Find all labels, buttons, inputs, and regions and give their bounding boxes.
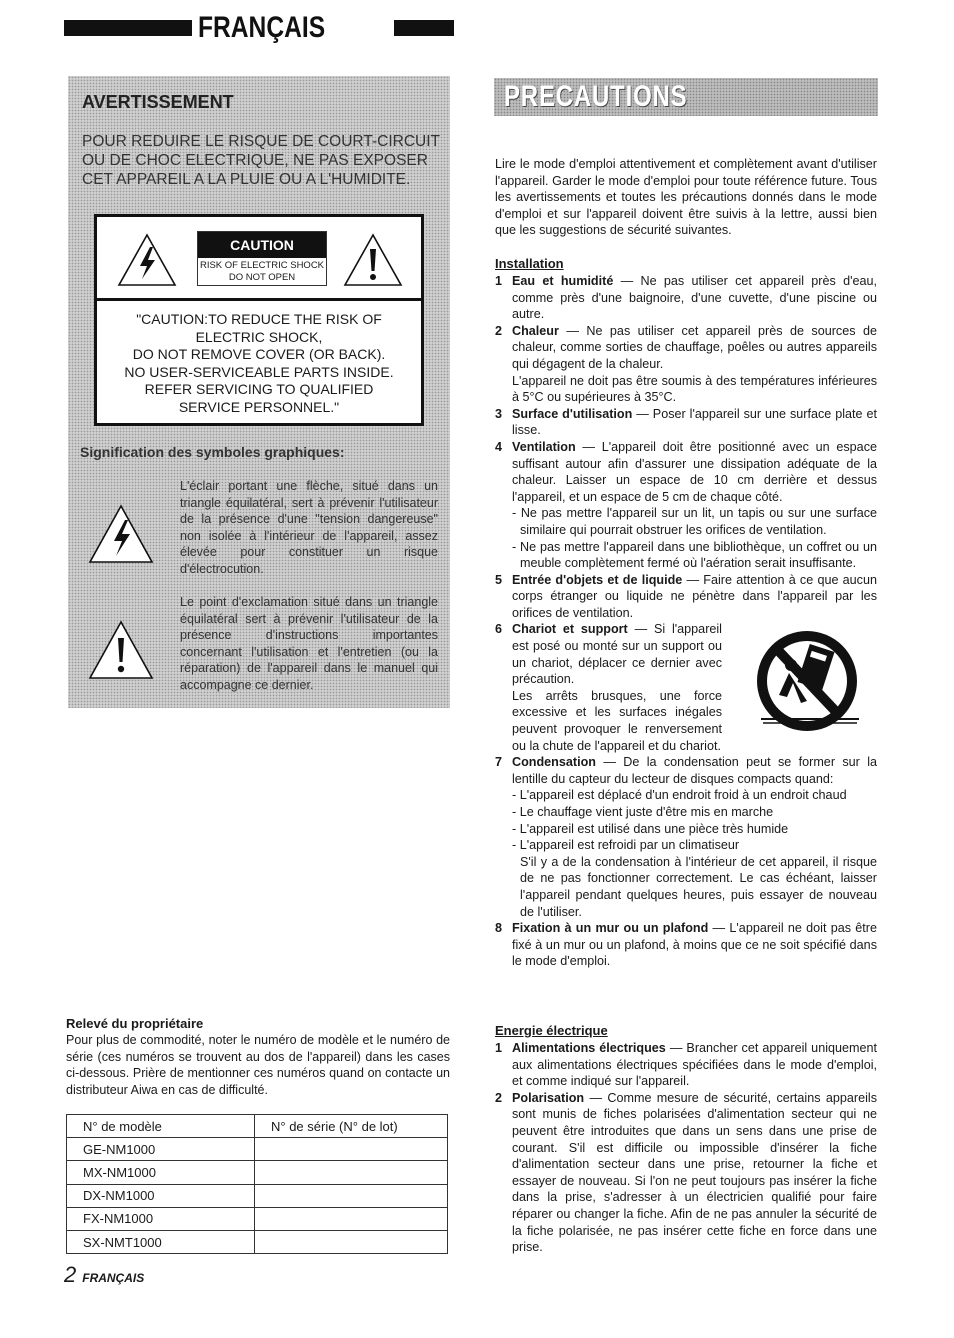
- serial-cell: [255, 1207, 448, 1230]
- header-bar-left: [64, 20, 192, 36]
- list-item: [495, 572, 877, 622]
- list-item: [495, 1090, 877, 1256]
- serial-cell: [255, 1230, 448, 1253]
- item-number: 5: [495, 572, 503, 587]
- model-cell: FX-NM1000: [67, 1207, 255, 1230]
- item-text: — Brancher cet appareil uniquement aux alimentations électriques spécifiées dans le mode d'emploi, et comme indiqué sur l'appareil.: [512, 1041, 878, 1089]
- item-heading: Chariot et support: [512, 622, 628, 637]
- item-number: 8: [495, 921, 503, 936]
- caution-line: SERVICE PERSONNEL.": [178, 398, 340, 415]
- page-number: 2: [64, 1262, 77, 1287]
- serial-cell: [255, 1138, 448, 1161]
- caution-label: [197, 231, 327, 286]
- list-item: [495, 439, 877, 572]
- caution-line: NO USER-SERVICEABLE PARTS INSIDE.: [124, 363, 394, 380]
- serial-cell: [255, 1184, 448, 1207]
- warning-panel: [68, 76, 450, 708]
- precautions-title: PRECAUTIONS: [504, 80, 688, 113]
- cart-warning-icon: [749, 623, 875, 745]
- item-text: — Poser l'appareil sur une surface plate et lisse.: [512, 406, 877, 438]
- item-number: 3: [495, 406, 503, 421]
- lightning-symbol-icon: [88, 504, 154, 564]
- item-text: — Faire attention à ce que aucun corps étranger ou liquide ne pénètre dans l'appareil par les orifices de ventilation.: [512, 572, 877, 620]
- item-number: 1: [495, 1041, 503, 1055]
- table-row: [67, 1184, 448, 1207]
- installation-title: Installation: [495, 256, 564, 271]
- table-row: [67, 1115, 448, 1138]
- item-heading: Polarisation: [512, 1090, 585, 1105]
- symbol-lightning-text: L'éclair portant une flèche, situé dans un triangle équilatéral, sert à prévenir l'utilisateur de la présence d'une "tension dangereuse" non isolée à l'intérieur de l'appareil, assez élevée pour constituer un risque d'électrocution.: [180, 479, 438, 576]
- caution-symbols-row: [97, 217, 421, 301]
- item-number: 1: [495, 274, 503, 288]
- caution-label-sub1: RISK OF ELECTRIC SHOCK: [199, 260, 325, 271]
- exclamation-triangle-icon: [343, 233, 403, 287]
- symbols-title: Signification des symboles graphiques:: [80, 444, 345, 460]
- table-row: [67, 1161, 448, 1184]
- precautions-header: [494, 78, 878, 116]
- item-text: — Si l'appareil est posé ou monté sur un support ou un chariot, déplacer ce dernier avec précaution.: [512, 622, 722, 687]
- item-text: Les arrêts brusques, une force excessive et les surfaces inégales peuvent provoquer le renversement ou la chute de l'appareil et du chariot.: [512, 688, 722, 753]
- record-title: Relevé du propriétaire: [66, 1016, 204, 1031]
- item-subpoint: - L'appareil est refroidi par un climatiseur: [512, 838, 740, 853]
- precautions-intro: Lire le mode d'emploi attentivement et complètement avant d'utiliser l'appareil. Garder le mode d'emploi pour toute référence future. Tous les avertissements et toutes les précautions donnés dans le mode d'emploi et sur l'appareil doivent être suivis à la lettre, aussi bien que les suggestions de sécurité suivantes.: [495, 157, 877, 238]
- table-row: [67, 1207, 448, 1230]
- item-subpoint: - Ne pas mettre l'appareil dans une bibliothèque, un coffret ou un meuble complètement fermé où l'aération serait insuffisante.: [512, 539, 877, 571]
- item-heading: Eau et humidité: [512, 274, 614, 288]
- item-heading: Fixation à un mur ou un plafond: [512, 921, 709, 936]
- item-number: 6: [495, 622, 503, 637]
- caution-label-sub2: DO NOT OPEN: [228, 272, 296, 283]
- exclamation-symbol-icon: [88, 620, 154, 680]
- item-subpoint: - L'appareil est déplacé d'un endroit froid à un endroit chaud: [512, 788, 847, 803]
- item-number: 2: [495, 323, 503, 338]
- item-heading: Entrée d'objets et de liquide: [512, 572, 683, 587]
- model-cell: DX-NM1000: [67, 1184, 255, 1207]
- list-item: [495, 920, 877, 970]
- model-cell: GE-NM1000: [67, 1138, 255, 1161]
- list-item: [495, 406, 877, 439]
- caution-line: REFER SERVICING TO QUALIFIED: [144, 381, 374, 397]
- item-heading: Chaleur: [512, 323, 559, 338]
- caution-line: ELECTRIC SHOCK,: [195, 328, 323, 345]
- serial-cell: [255, 1161, 448, 1184]
- item-subpoint: - L'appareil est utilisé dans une pièce très humide: [512, 821, 789, 836]
- item-text: — L'appareil ne doit pas être fixé à un mur ou un plafond, à moins que ce ne soit spécifié dans le mode d'emploi.: [512, 921, 877, 969]
- record-text: Pour plus de commodité, noter le numéro de modèle et le numéro de série (ces numéros se trouvent au dos de l'appareil) dans les cases ci-dessous. Prière de mentionner ces numéros quand on contacte un distributeur Aiwa en cas de difficulté.: [66, 1033, 450, 1097]
- item-subpoint: - Le chauffage vient juste d'être mis en marche: [512, 805, 774, 819]
- list-item: [495, 754, 877, 920]
- item-heading: Alimentations électriques: [512, 1041, 666, 1055]
- energy-list: [495, 1040, 877, 1256]
- footer-language: FRANÇAIS: [82, 1271, 145, 1285]
- warning-message: POUR REDUIRE LE RISQUE DE COURT-CIRCUIT OU DE CHOC ELECTRIQUE, NE PAS EXPOSER CET APPAREIL A LA PLUIE OU A L'HUMIDITE.: [82, 133, 440, 188]
- item-number: 7: [495, 755, 503, 770]
- table-row: [67, 1230, 448, 1253]
- record-table: [66, 1114, 448, 1254]
- warning-title: AVERTISSEMENT: [82, 92, 234, 112]
- page-header: [64, 11, 454, 44]
- installation-list: [495, 273, 877, 970]
- table-header-model: N° de modèle: [67, 1115, 255, 1138]
- item-subpoint: - Ne pas mettre l'appareil sur un lit, un tapis ou sur une surface similaire qui pourrait obstruer les orifices de ventilation.: [512, 506, 877, 537]
- table-row: [67, 1138, 448, 1161]
- caution-line: DO NOT REMOVE COVER (OR BACK).: [132, 346, 386, 362]
- page-footer: [64, 1262, 144, 1288]
- header-bar-right: [394, 20, 454, 36]
- table-header-serial: N° de série (N° de lot): [255, 1115, 448, 1138]
- caution-line: "CAUTION:TO REDUCE THE RISK OF: [136, 311, 382, 327]
- list-item: [495, 273, 877, 323]
- item-text: — L'appareil doit être positionné avec un espace suffisant autour afin d'assurer une dissipation adéquate de la chaleur. Laisser un espace de 10 cm derrière et dessus l'appareil, et un espace de 5 cm de chaque côté.: [512, 439, 877, 504]
- item-heading: Surface d'utilisation: [512, 406, 633, 421]
- item-text: S'il y a de la condensation à l'intérieur de cet appareil, il risque de ne pas fonctionner correctement. Le cas échéant, laisser l'appareil pendant quelques heures, puis essayer de nouveau de l'utiliser.: [520, 854, 877, 919]
- item-heading: Ventilation: [512, 439, 576, 454]
- caution-text: [97, 311, 421, 416]
- symbol-exclamation-text: Le point d'exclamation situé dans un triangle équilatéral sert à prévenir l'utilisateur de la présence d'instructions importantes concernant l'utilisation et l'entretien (ou la réparation) de l'appareil dans le manuel qui accompagne ce dernier.: [180, 595, 438, 692]
- item-text: — Ne pas utiliser cet appareil près d'eau, comme près d'une baignoire, d'une cuvette, d'une piscine ou autre.: [512, 274, 877, 322]
- item-text: L'appareil ne doit pas être soumis à des températures inférieures à 5°C ou supérieures à 35°C.: [512, 373, 877, 405]
- lightning-triangle-icon: [117, 233, 177, 287]
- item-text: — Comme mesure de sécurité, certains appareils sont munis de fiches polarisées d'alimentation secteur qui ne peuvent être introduites que dans un sens dans une prise de courant. S'il est difficile ou impossible d'insérer la fiche d'alimentation secteur dans une prise, retourner la fiche et essayer de nouveau. Si l'on ne peut toujours pas insérer la fiche dans la prise, s'adresser à un électricien qualifié pour faire réparer ou changer la fiche. Afin de ne pas annuler la sécurité de la fiche polarisée, ne pas insérer cette fiche en force dans une prise.: [512, 1090, 877, 1255]
- item-number: 4: [495, 439, 503, 454]
- page-title: FRANÇAIS: [198, 11, 326, 44]
- caution-label-head: CAUTION: [198, 232, 326, 258]
- item-text: — Ne pas utiliser cet appareil près de sources de chaleur, comme sorties de chauffage, poêles ou autres appareils qui dégagent de la chaleur.: [512, 323, 877, 371]
- caution-box: [94, 214, 424, 426]
- list-item: [495, 323, 877, 406]
- item-number: 2: [495, 1090, 503, 1105]
- item-text: — De la condensation peut se former sur la lentille du capteur du lecteur de disques compacts quand:: [512, 755, 877, 786]
- list-item: [495, 621, 877, 754]
- model-cell: SX-NMT1000: [67, 1230, 255, 1253]
- list-item: [495, 1040, 877, 1090]
- energy-title: Energie électrique: [495, 1023, 608, 1038]
- item-heading: Condensation: [512, 755, 596, 770]
- model-cell: MX-NM1000: [67, 1161, 255, 1184]
